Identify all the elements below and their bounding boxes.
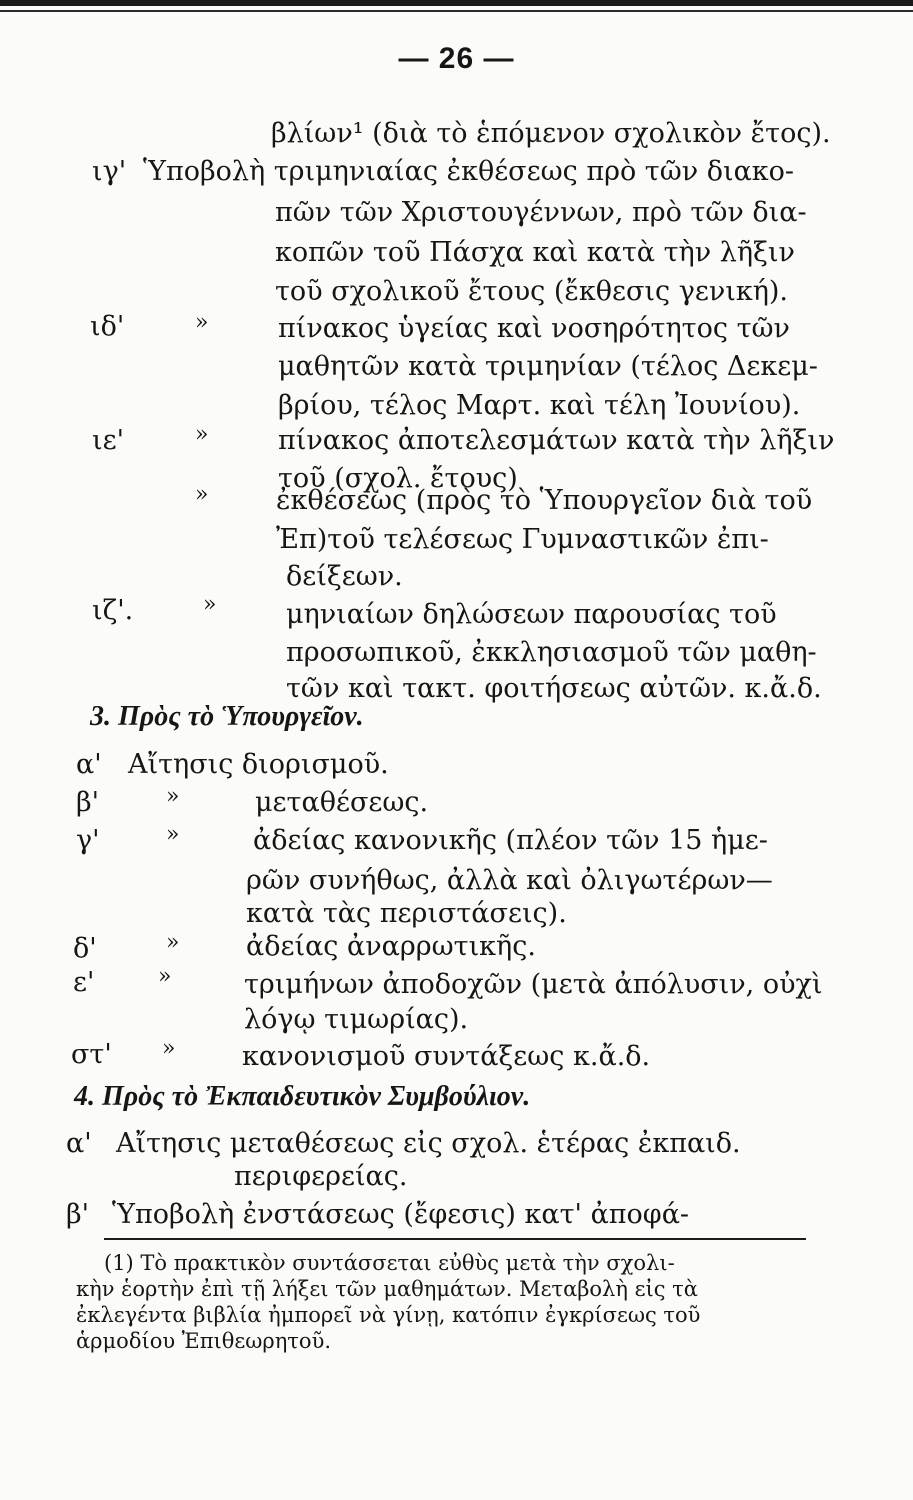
item-label-iz: ιζ'.	[92, 595, 134, 626]
s4-b-line-1: Ὑποβολὴ ἐνστάσεως (ἔφεσις) κατ' ἀποφά-	[112, 1199, 690, 1230]
item-iz-line-2: προσωπικοῦ, ἐκκλησιασμοῦ τῶν μαθη-	[286, 637, 817, 668]
item-iz-line-1: μηνιαίων δηλώσεων παρουσίας τοῦ	[286, 599, 777, 630]
s3-e-line-2: λόγῳ τιμωρίας).	[244, 1004, 469, 1035]
item-ig-line-2: πῶν τῶν Χριστουγέννων, πρὸ τῶν δια-	[275, 197, 807, 228]
footnote-line-2: κὴν ἑορτὴν ἐπὶ τῇ λήξει τῶν μαθημάτων. Μεταβολὴ εἰς τὰ	[76, 1277, 698, 1301]
s4-label-b: β'	[66, 1199, 90, 1230]
s3-ditto-e: »	[158, 964, 172, 989]
s3-b-line-1: μεταθέσεως.	[255, 787, 429, 818]
item-label-id: ιδ'	[90, 311, 125, 342]
item-ig-line-3: κοπῶν τοῦ Πάσχα καὶ κατὰ τὴν λῆξιν	[275, 237, 795, 268]
s3-d-line-1: ἀδείας ἀναρρωτικῆς.	[246, 931, 536, 962]
top-border-rule-thin	[0, 10, 913, 12]
s3-label-st: στ'	[71, 1039, 112, 1070]
s3-ditto-g: »	[166, 822, 180, 847]
s4-label-a: α'	[66, 1128, 92, 1159]
s3-label-a: α'	[76, 749, 102, 780]
s3-g-line-1: ἀδείας κανονικῆς (πλέον τῶν 15 ἡμε-	[253, 825, 768, 856]
s3-ditto-d: »	[166, 930, 180, 955]
footnote-line-3: ἐκλεγέντα βιβλία ἠμπορεῖ νὰ γίνῃ, κατόπιν ἐγκρίσεως τοῦ	[76, 1303, 701, 1327]
item-unlabelled-line-2: Ἐπ)τοῦ τελέσεως Γυμναστικῶν ἐπι-	[276, 524, 769, 555]
s3-e-line-1: τριμήνων ἀποδοχῶν (μετὰ ἀπόλυσιν, οὐχὶ	[244, 969, 823, 1000]
s3-label-e: ε'	[73, 967, 95, 998]
s3-st-line-1: κανονισμοῦ συντάξεως κ.ἄ.δ.	[242, 1041, 651, 1072]
s3-g-line-3: κατὰ τὰς περιστάσεις).	[246, 898, 567, 929]
page-number: — 26 —	[398, 42, 515, 75]
s4-a-line-1: Αἴτησις μεταθέσεως εἰς σχολ. ἑτέρας ἐκπαιδ.	[116, 1128, 741, 1159]
item-ig-line-4: τοῦ σχολικοῦ ἔτους (ἔκθεσις γενική).	[275, 276, 789, 307]
item-id-line-1: πίνακος ὑγείας καὶ νοσηρότητος τῶν	[278, 313, 790, 344]
item-id-line-3: βρίου, τέλος Μαρτ. καὶ τέλη Ἰουνίου).	[278, 390, 801, 421]
item-ie-line-1: πίνακος ἀποτελεσμάτων κατὰ τὴν λῆξιν	[278, 425, 835, 456]
s3-ditto-b: »	[166, 784, 180, 809]
footnote-rule	[104, 1238, 806, 1240]
footnote-line-1: (1) Τὸ πρακτικὸν συντάσσεται εὐθὺς μετὰ τὴν σχολι-	[104, 1251, 675, 1275]
item-label-ig: ιγ'	[92, 156, 127, 187]
item-continuation-line-1: βλίων¹ (διὰ τὸ ἑπόμενον σχολικὸν ἔτος).	[271, 118, 831, 149]
section-4-heading: 4. Πρὸς τὸ Ἐκπαιδευτικὸν Συμβούλιον.	[74, 1081, 531, 1112]
item-ie-line-2: τοῦ (σχολ. ἔτους)	[278, 463, 518, 494]
ditto-mark-ie: »	[195, 422, 209, 447]
s3-label-g: γ'	[76, 825, 100, 856]
s4-a-line-2: περιφερείας.	[234, 1161, 408, 1192]
item-label-ie: ιε'	[92, 425, 124, 456]
top-border-rule	[0, 0, 913, 6]
s3-label-b: β'	[76, 787, 100, 818]
item-ig-line-1: Ὑποβολὴ τριμηνιαίας ἐκθέσεως πρὸ τῶν διακο-	[143, 156, 795, 187]
item-unlabelled-line-1: ἐκθέσεως (πρὸς τὸ Ὑπουργεῖον διὰ τοῦ	[276, 485, 813, 516]
item-id-line-2: μαθητῶν κατὰ τριμηνίαν (τέλος Δεκεμ-	[278, 351, 818, 382]
s3-ditto-st: »	[162, 1036, 176, 1061]
section-3-heading: 3. Πρὸς τὸ Ὑπουργεῖον.	[90, 701, 364, 732]
item-iz-line-3: τῶν καὶ τακτ. φοιτήσεως αὐτῶν. κ.ἄ.δ.	[286, 673, 822, 704]
s3-label-d: δ'	[73, 933, 97, 964]
ditto-mark-iz: »	[203, 592, 217, 617]
item-unlabelled-line-3: δείξεων.	[286, 561, 403, 592]
ditto-mark-id: »	[195, 310, 209, 335]
footnote-line-4: ἁρμοδίου Ἐπιθεωρητοῦ.	[76, 1329, 332, 1353]
s3-g-line-2: ρῶν συνήθως, ἀλλὰ καὶ ὀλιγωτέρων—	[246, 865, 773, 896]
ditto-mark-unlabelled: »	[195, 482, 209, 507]
s3-a-line-1: Αἴτησις διορισμοῦ.	[128, 749, 389, 780]
